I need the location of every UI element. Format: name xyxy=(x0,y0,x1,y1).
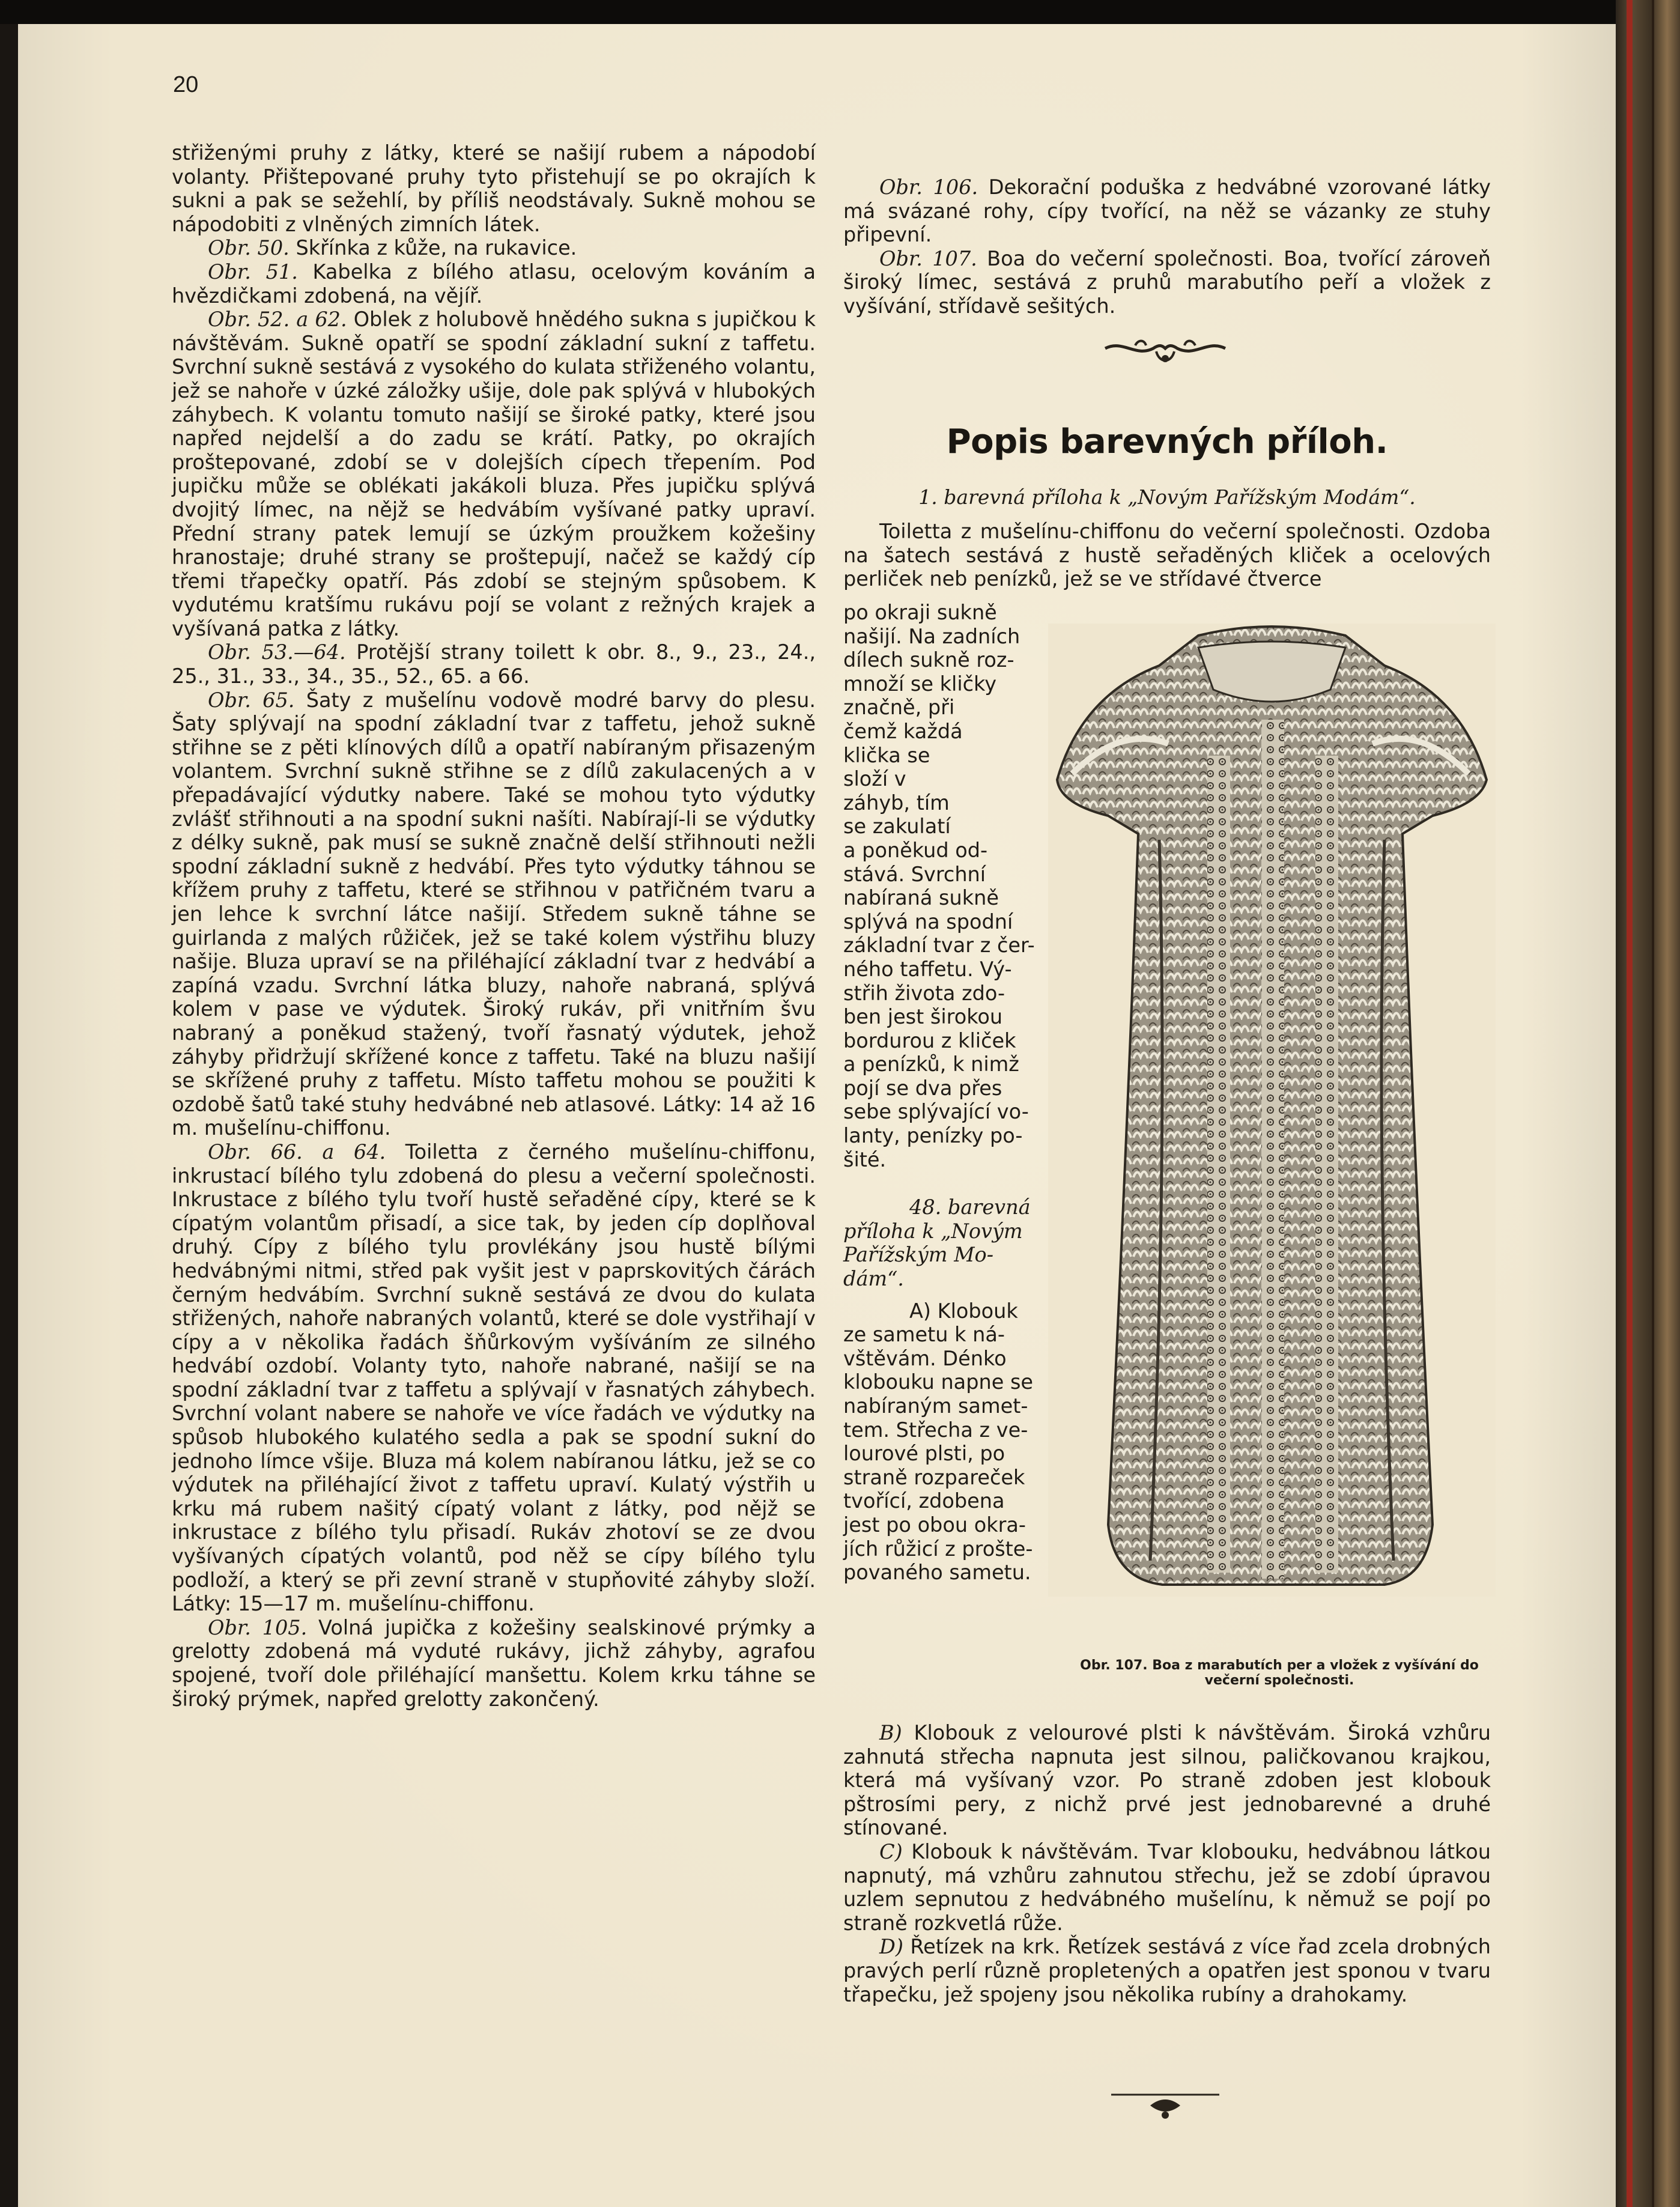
text-line: bordurou z kliček xyxy=(843,1028,1016,1052)
boa-illustration xyxy=(1048,624,1496,1597)
text-line: tvořící, zdobena xyxy=(843,1489,1005,1513)
paragraph: Toiletta z mušelínu-chiffonu do večerní společnosti. Ozdoba na šatech sestává z hustě seřaděných kliček a ocelových perliček neb penízků, jež se ve střídavé čtverce xyxy=(843,520,1491,591)
subheading-plate-48: dám“. xyxy=(843,1267,904,1291)
paragraph: B) Klobouk z velourové plsti k návštěvám. Široká vzhůru zahnutá střecha napnuta jest silnou, paličkovanou krajkou, která má vyšívaný vzor. Po straně zdoben jest klobouk pštrosími pery, z nichž prvé jest jednobarevné a druhé stínované. xyxy=(843,1721,1491,1840)
text-line: a poněkud od- xyxy=(843,838,988,862)
left-column xyxy=(172,141,816,1711)
text-line: nabíraným samet- xyxy=(843,1394,1028,1418)
paragraph: Obr. 105. Volná jupička z kožešiny sealskinové prýmky a grelotty zdobená má vyduté rukávy, jichž záhyby, agrafou spojené, tvoří dole přiléhající manšettu. Kolem krku táhne se široký prýmek, napřed grelotty zakončený. xyxy=(172,1615,816,1711)
right-column-bottom xyxy=(843,1721,1491,2006)
intro-paragraph xyxy=(843,520,1491,591)
paragraph: Obr. 66. a 64. Toiletta z černého mušelínu-chiffonu, inkrustací bílého tylu zdobená do plesu a večerní společnosti. Inkrustace z bílého tylu tvoří hustě seřaděné cípy, které se k cípatým volantům přisadí, a sice tak, by jeden cíp doplňoval druhý. Cípy z bílého tylu provlékány jsou hustě bílými hedvábnými nitmi, střed pak vyšit jest v paprskovitých čárách černým hedvábím. Svrchní sukně sestává ze dvou do kulata střižených, nahoře nabraných volantů, které se dole vystřihají v cípy a v několika řadách šňůrkovým vyšíváním ze silného hedvábí ozdobí. Volanty tyto, nahoře nabrané, našijí se na spodní základní tvar z taffetu a splývají v řasnatých záhybech. Svrchní volant nabere se nahoře ve více řadách ve výdutky na spůsob hlubokého kulatého sedla a pak se spodní sukní do jednoho límce všije. Bluza má kolem nabíranou látku, jež se co výdutek na přiléhající život z taffetu upraví. Kulatý výstřih u krku má rubem našitý cípatý volant z látky, pod nějž se inkrustace z bílého tylu přisadí. Rukáv zhotoví se ze dvou vyšívaných cípatých volantů, pod něž se cípy bílého tylu podloží, a který se při zevní straně v stupňovité záhyby složí. Látky: 15—17 m. mušelínu-chiffonu. xyxy=(172,1140,816,1616)
paragraph: Obr. 51. Kabelka z bílého atlasu, ocelovým kováním a hvězdičkami zdobená, na vějíř. xyxy=(172,260,816,308)
text-line: lanty, penízky po- xyxy=(843,1124,1023,1148)
narrow-text-column xyxy=(843,601,1048,1585)
text-line: značně, při xyxy=(843,696,955,720)
paragraph: D) Řetízek na krk. Řetízek sestává z více řad zcela drobných pravých perlí různě propletených a opatřen jest sponou v tvaru třapečku, jež spojeny jsou několika rubíny a drahokamy. xyxy=(843,1935,1491,2006)
scanner-edge xyxy=(0,0,1680,24)
text-line: ze sametu k ná- xyxy=(843,1323,1005,1347)
paragraph: Obr. 52. a 62. Oblek z holubově hnědého sukna s jupičkou k návštěvám. Sukně opatří se spodní základní sukní z taffetu. Svrchní sukně sestává z vysokého do kulata střiženého volantu, jež se nahoře v úzké záložky ušije, dole pak splývá v hlubokých záhybech. K volantu tomuto našijí se široké patky, které jsou napřed nejdelší a do zadu se krátí. Patky, po okrajích proštepované, zdobí se v dolejších cípech třepením. Pod jupičku může se oblékati jakákoli bluza. Přes jupičku splývá dvojitý límec, na nějž se hedvábím vyšívané patky upraví. Přední strany patek lemují se úzkým proužkem kožešiny hranostaje; druhé strany se proštepují, načež se každý cíp třemi třapečky opatří. Pás zdobí se stejným spůsobem. K vydutému kratšímu rukávu pojí se volant z režných krajek a vyšívaná patka z látky. xyxy=(172,308,816,640)
end-ornament-icon xyxy=(1105,2087,1225,2124)
paragraph: Obr. 65. Šaty z mušelínu vodově modré barvy do plesu. Šaty splývají na spodní základní tvar z taffetu, jehož sukně střihne se z pěti klínových dílů a opatří nabíraným přisazeným volantem. Svrchní sukně střihne se z dílů zakulacených a v přepadávající výdutky nabere. Také se mohou tyto výdutky zvlášť střihnouti a na spodní sukni našíti. Nabírají-li se výdutky z délky sukně, pak musí se sukně značně delší střihnouti nežli spodní základní sukně z hedvábí. Přes tyto výdutky táhnou se křížem pruhy z taffetu, které se střihnou v patřičném tvaru a jen lehce k svrchní látce našijí. Středem sukně táhne se guirlanda z malých růžiček, jež se také kolem výstřihu bluzy našije. Bluza upraví se na přiléhající základní tvar z hedvábí a zapíná vzadu. Svrchní látka bluzy, nahoře nabraná, splývá kolem v pase ve výdutek. Široký rukáv, při vnitřním švu nabraný a poněkud stažený, tvoří řasnatý výdutek, jehož záhyby přidržují skřížené konce z taffetu. Také na bluzu našijí se skřížené pruhy z taffetu. Místo taffetu mohou se použiti k ozdobě šatů také stuhy hedvábné neb atlasové. Látky: 14 až 16 m. mušelínu-chiffonu. xyxy=(172,688,816,1140)
right-column-top xyxy=(843,175,1491,318)
text-line: klička se xyxy=(843,743,930,767)
paragraph: Obr. 50. Skřínka z kůže, na rukavice. xyxy=(208,236,577,260)
floral-ornament-icon xyxy=(1099,327,1231,369)
text-line: a penízků, k nimž xyxy=(843,1052,1019,1076)
text-line: straně rozpareček xyxy=(843,1465,1025,1489)
text-line: splývá na spodní xyxy=(843,909,1013,933)
paragraph: Obr. 107. Boa do večerní společnosti. Boa, tvořící zároveň široký límec, sestává z pruhů marabutího peří a vložek z vyšívání, střídavě sešitých. xyxy=(843,246,1491,318)
spine-stripe xyxy=(1627,0,1633,2207)
text-line: jích růžicí z prošte- xyxy=(843,1537,1033,1561)
text-line: se zakulatí xyxy=(843,815,951,839)
text-line: ben jest širokou xyxy=(843,1005,1003,1029)
spine-stripe-dark xyxy=(1652,0,1654,2207)
text-line: dílech sukně roz- xyxy=(843,648,1014,672)
text-line: vštěvám. Dénko xyxy=(843,1346,1007,1370)
text-line: záhyb, tím xyxy=(843,791,950,815)
subheading-plate-48: 48. barevná xyxy=(909,1195,1031,1219)
text-line: stává. Svrchní xyxy=(843,862,986,886)
text-line: základní tvar z čer- xyxy=(843,933,1035,958)
paragraph: Obr. 53.—64. Protější strany toilett k obr. 8., 9., 23., 24., 25., 31., 33., 34., 35., 52., 65. a 66. xyxy=(172,640,816,688)
section-title: Popis barevných příloh. xyxy=(946,422,1388,461)
page-number: 20 xyxy=(173,72,199,97)
paragraph: C) Klobouk k návštěvám. Tvar klobouku, hedvábnou látkou napnutý, má vzhůru zahnutou střechu, jež se zdobí úpravou uzlem sepnutou z hedvábného mušelínu, k němuž se pojí po straně rozkvetlá růže. xyxy=(843,1839,1491,1935)
text-line: po okraji sukně xyxy=(843,601,997,624)
figure-caption: Obr. 107. Boa z marabutích per a vložek z vyšívání do večerní společnosti. xyxy=(1080,1658,1479,1688)
text-line: našijí. Na zadních xyxy=(843,624,1020,648)
text-line: pojí se dva přes xyxy=(843,1076,1002,1100)
book-spine xyxy=(1616,0,1680,2207)
text-line: klobouku napne se xyxy=(843,1370,1034,1394)
subheading-plate-48: příloha k „Novým xyxy=(843,1219,1023,1243)
text-line: množí se kličky xyxy=(843,672,997,696)
subheading-plate-1: 1. barevná příloha k „Novým Pařížským Modám“. xyxy=(918,485,1416,509)
subheading-plate-48: Pařížským Mo- xyxy=(843,1243,994,1267)
text-line: šité. xyxy=(843,1147,887,1171)
text-line: lourové plsti, po xyxy=(843,1442,1005,1466)
text-line: nabíraná sukně xyxy=(843,886,999,910)
text-line: složí v xyxy=(843,767,906,791)
text-line: střih života zdo- xyxy=(843,981,1005,1005)
text-line: ného taffetu. Vý- xyxy=(843,957,1012,981)
paragraph: střiženými pruhy z látky, které se našijí rubem a nápodobí volanty. Přištepované pruhy tyto přistehují se po okrajích k sukni a pak se sežehlí, by příliš neodstávaly. Sukně mohou se nápodobiti z vlněných zimních látek. xyxy=(172,141,816,236)
text-line: jest po obou okra- xyxy=(843,1513,1026,1537)
text-line: A) Klobouk xyxy=(909,1299,1018,1323)
text-line: povaného sametu. xyxy=(843,1561,1031,1585)
text-line: čemž každá xyxy=(843,719,963,743)
text-line: sebe splývající vo- xyxy=(843,1100,1029,1124)
paragraph: Obr. 106. Dekorační poduška z hedvábné vzorované látky má svázané rohy, cípy tvořící, na něž se vázanky ze stuhy připevní. xyxy=(843,175,1491,247)
text-line: tem. Střecha z ve- xyxy=(843,1418,1028,1442)
